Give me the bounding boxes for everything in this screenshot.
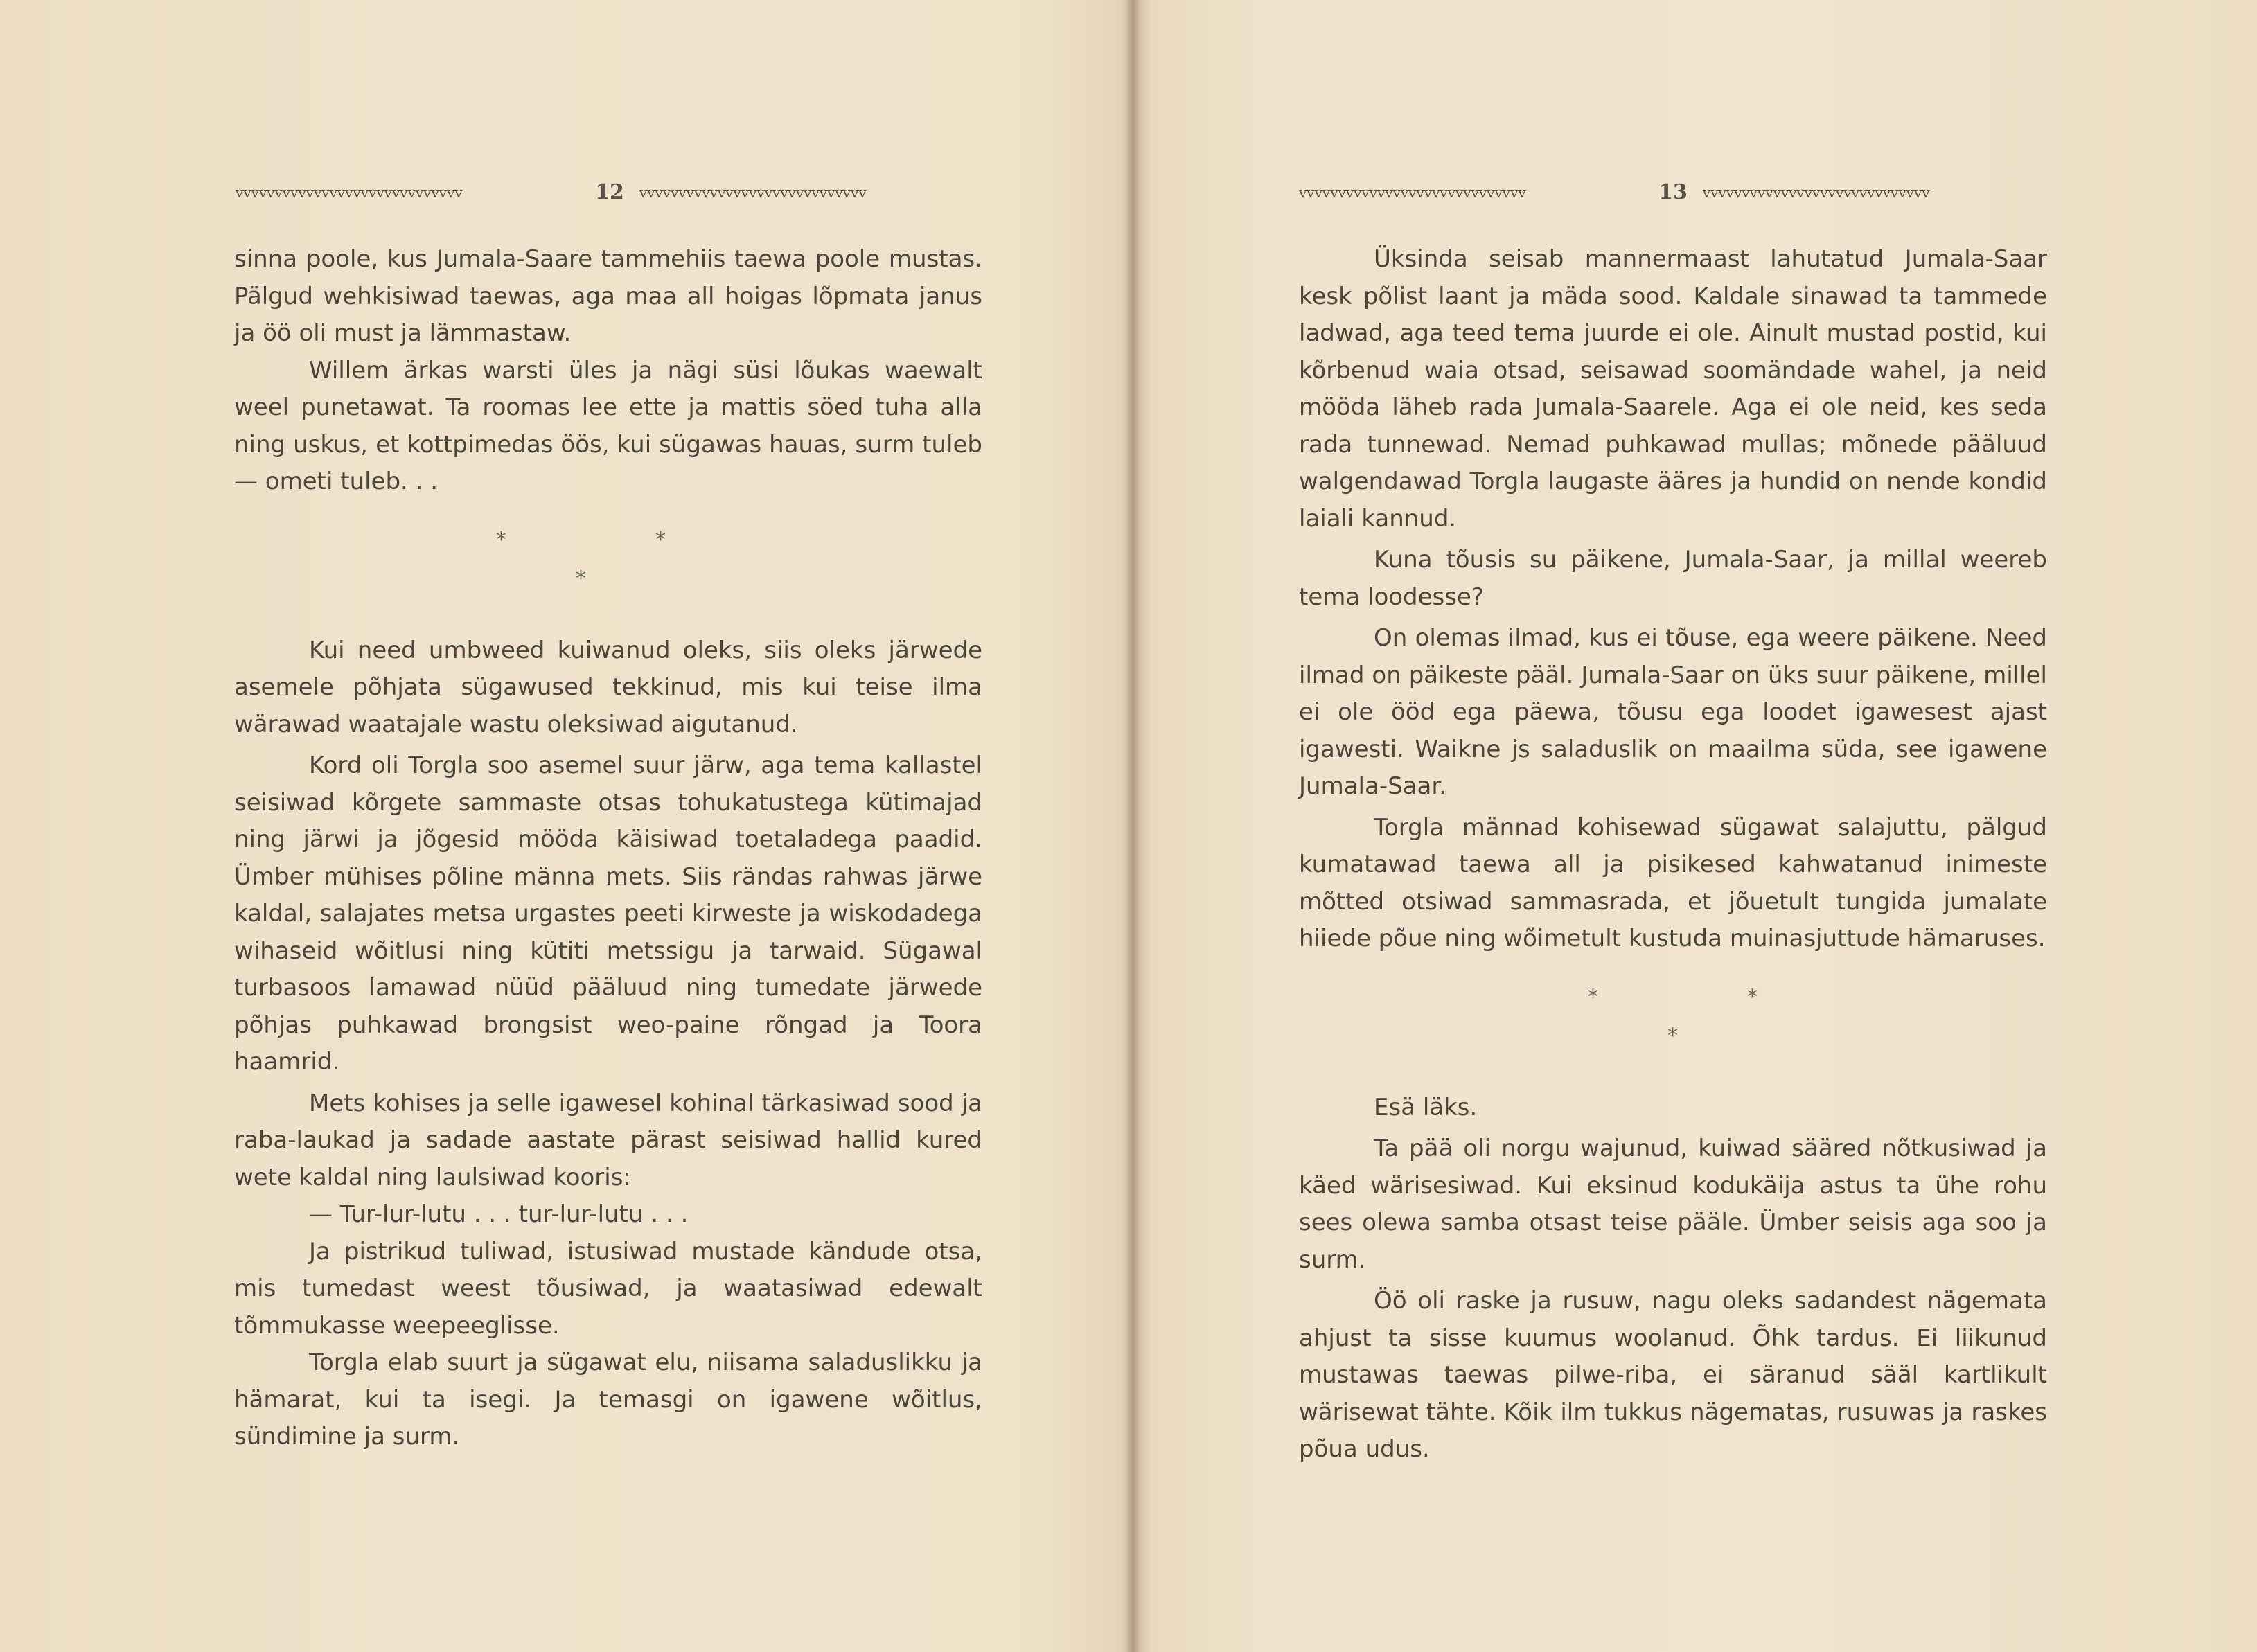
right-page	[1140, 0, 2257, 1652]
header-ornament-left: vvvvvvvvvvvvvvvvvvvvvvvvvvvvv	[1299, 184, 1526, 201]
paragraph: Willem ärkas warsti üles ja nägi süsi lõukas waewalt weel punetawat. Ta roomas lee ette ja mattis söed tuha alla ning uskus, et kottpimedas öös, kui sügawas hauas, surm tuleb — ometi tuleb. . .	[234, 356, 982, 495]
paragraph: Kuna tõusis su päikene, Jumala-Saar, ja millal weereb tema loodesse?	[1299, 546, 2047, 611]
header-ornament-right: vvvvvvvvvvvvvvvvvvvvvvvvvvvvv	[639, 184, 867, 201]
separator-star: *	[1588, 984, 1598, 1009]
paragraph: Kui need umbweed kuiwanud oleks, siis oleks järwede asemele põhjata sügawused tekkinud, mis kui teise ilma wärawad waatajale wastu oleksiwad aigutanud.	[234, 636, 982, 738]
page-number: 12	[595, 180, 624, 204]
paragraph: Kord oli Torgla soo asemel suur järw, aga tema kallastel seisiwad kõrgete sammaste otsas tohukatustega kütimajad ning järwi ja jõgesid mööda käisiwad toetaladega paadid. Ümber mühises põline männa mets. Siis rändas rahwas järwe kaldal, salajates metsa urgastes peeti kirweste ja wiskodadega wihaseid wõitlusi ning kütiti metssigu ja tarwaid. Sügawal turbasoos lamawad nüüd pääluud ning tumedate järwede põhjas puhkawad brongsist weo-paine rõngad ja Toora haamrid.	[234, 752, 982, 1076]
section-separator	[234, 501, 982, 632]
left-page-text	[234, 241, 982, 1456]
paragraph: Torgla männad kohisewad sügawat salajuttu, pälgud kumatawad taewa all ja pisikesed kahwatanud inimeste mõtted otsiwad sammasrada, et jõuetult tungida jumalate hiiede põue ning wõimetult kustuda muinasjuttude hämaruses.	[1299, 813, 2047, 952]
left-page-header	[236, 179, 984, 206]
paragraph: Esä läks.	[1374, 1093, 1478, 1121]
header-ornament-left: vvvvvvvvvvvvvvvvvvvvvvvvvvvvv	[236, 184, 463, 201]
separator-star: *	[1667, 1023, 1678, 1048]
right-page-header	[1299, 179, 2047, 206]
paragraph: Torgla elab suurt ja sügawat elu, niisama saladuslikku ja hämarat, kui ta isegi. Ja temasgi on igawene wõitlus, sündimine ja surm.	[234, 1349, 982, 1450]
section-separator	[1299, 958, 2047, 1090]
paragraph: Ta pää oli norgu wajunud, kuiwad sääred nõtkusiwad ja käed wärisesiwad. Kui eksinud kodukäija astus ta ühe rohu sees olewa samba otsast teise pääle. Ümber seisis aga soo ja surm.	[1299, 1135, 2047, 1274]
paragraph: On olemas ilmad, kus ei tõuse, ega weere päikene. Need ilmad on päikeste pääl. Jumala-Saar on üks suur päikene, millel ei ole ööd ega päewa, tõusu ega loodet igawesest ajast igawesti. Waikne js saladuslik on maailma süda, see igawene Jumala-Saar.	[1299, 624, 2047, 800]
book-gutter	[1126, 0, 1140, 1652]
separator-star: *	[655, 527, 666, 552]
paragraph: Ja pistrikud tuliwad, istusiwad mustade kändude otsa, mis tumedast weest tõusiwad, ja waatasiwad edewalt tõmmukasse weepeeglisse.	[234, 1237, 982, 1340]
dialog-line: — Tur-lur-lutu . . . tur-lur-lutu . . .	[309, 1200, 689, 1228]
header-ornament-right: vvvvvvvvvvvvvvvvvvvvvvvvvvvvv	[1702, 184, 1930, 201]
paragraph: Öö oli raske ja rusuw, nagu oleks sadandest nägemata ahjust ta sisse kuumus woolanud. Õhk tardus. Ei liikunud mustawas taewas pilwe-riba, ei säranud sääl kartlikult wärisewat tähte. Kõik ilm tukkus nägematas, rusuwas ja raskes põua udus.	[1299, 1287, 2047, 1463]
separator-star: *	[576, 566, 586, 591]
separator-star: *	[1747, 984, 1758, 1009]
paragraph: Üksinda seisab mannermaast lahutatud Jumala-Saar kesk põlist laant ja mäda sood. Kaldale sinawad ta tammede ladwad, aga teed tema juurde ei ole. Ainult mustad postid, kui kõrbenud waia otsad, seisawad soomändade wahel, ja neid mööda läheb rada Jumala-Saarele. Aga ei ole neid, kes seda rada tunnewad. Nemad puhkawad mullas; mõnede pääluud walgendawad Torgla laugaste ääres ja hundid on nende kondid laiali kannud.	[1299, 245, 2047, 533]
separator-star: *	[496, 527, 506, 552]
paragraph: Mets kohises ja selle igawesel kohinal tärkasiwad sood ja raba-laukad ja sadade aastate pärast seisiwad hallid kured wete kaldal ning laulsiwad kooris:	[234, 1089, 982, 1191]
left-page	[0, 0, 1126, 1652]
paragraph: sinna poole, kus Jumala-Saare tammehiis taewa poole mustas. Pälgud wehkisiwad taewas, aga maa all hoigas lõpmata janus ja öö oli must ja lämmastaw.	[234, 245, 982, 347]
page-number: 13	[1658, 180, 1688, 204]
right-page-text	[1299, 241, 2047, 1468]
